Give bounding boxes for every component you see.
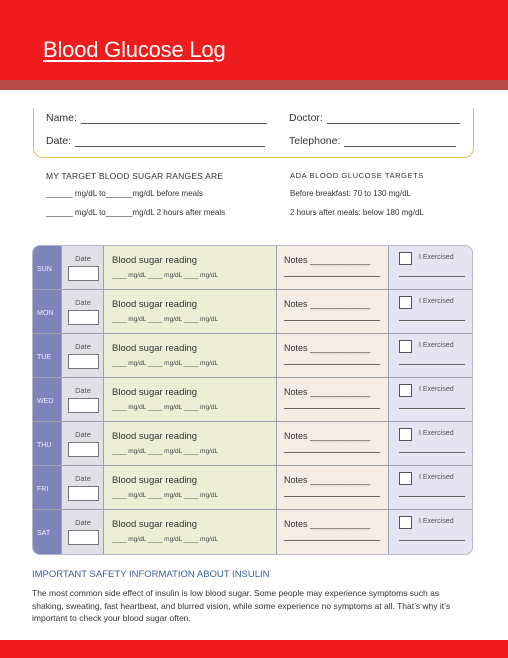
date-input-box[interactable] xyxy=(68,442,99,457)
page-title: Blood Glucose Log xyxy=(43,37,226,62)
exercise-cell xyxy=(388,246,473,289)
day-label: SUN xyxy=(37,266,52,273)
day-label: FRI xyxy=(37,486,49,493)
reading-label: Blood sugar reading xyxy=(112,475,198,486)
reading-label: Blood sugar reading xyxy=(112,299,198,310)
weekly-log-table xyxy=(32,245,473,555)
log-row-sun xyxy=(33,246,473,290)
day-cell xyxy=(33,378,61,421)
notes-line xyxy=(284,364,380,365)
name-field[interactable] xyxy=(46,112,267,124)
log-row-sat xyxy=(33,510,473,554)
day-cell xyxy=(33,422,61,465)
exercise-cell xyxy=(388,510,473,554)
exercised-label: I Exercised xyxy=(419,474,454,481)
reading-cell[interactable] xyxy=(103,378,276,421)
exercise-line xyxy=(399,452,465,453)
notes-line xyxy=(284,408,380,409)
exercised-label: I Exercised xyxy=(419,430,454,437)
reading-cell[interactable] xyxy=(103,334,276,377)
exercise-line xyxy=(399,496,465,497)
notes-cell[interactable] xyxy=(276,422,388,465)
date-input-box[interactable] xyxy=(68,530,99,545)
reading-units: ____ mg/dL ____ mg/dL ____ mg/dL xyxy=(112,360,219,367)
target-line1-mid: mg/dL to xyxy=(74,189,106,198)
date-cell xyxy=(61,510,103,554)
notes-cell[interactable] xyxy=(276,246,388,289)
day-cell xyxy=(33,334,61,377)
notes-label: Notes ____________ xyxy=(284,299,371,309)
doctor-field[interactable] xyxy=(289,112,460,124)
notes-label: Notes ____________ xyxy=(284,519,371,529)
reading-units: ____ mg/dL ____ mg/dL ____ mg/dL xyxy=(112,536,219,543)
date-label: Date xyxy=(75,430,91,439)
date-cell xyxy=(61,290,103,333)
reading-units: ____ mg/dL ____ mg/dL ____ mg/dL xyxy=(112,316,219,323)
reading-cell[interactable] xyxy=(103,290,276,333)
reading-label: Blood sugar reading xyxy=(112,431,198,442)
name-label: Name: xyxy=(46,112,77,124)
header-stripe xyxy=(0,80,508,90)
doctor-line xyxy=(327,123,460,124)
exercised-label: I Exercised xyxy=(419,342,454,349)
log-row-mon xyxy=(33,290,473,334)
notes-line xyxy=(284,452,380,453)
date-label: Date xyxy=(75,386,91,395)
log-row-thu xyxy=(33,422,473,466)
day-cell xyxy=(33,246,61,289)
log-row-tue xyxy=(33,334,473,378)
notes-label: Notes ____________ xyxy=(284,343,371,353)
day-cell xyxy=(33,290,61,333)
date-input-box[interactable] xyxy=(68,486,99,501)
day-cell xyxy=(33,510,61,554)
reading-cell[interactable] xyxy=(103,246,276,289)
telephone-line xyxy=(344,146,456,147)
reading-units: ____ mg/dL ____ mg/dL ____ mg/dL xyxy=(112,404,219,411)
date-input-box[interactable] xyxy=(68,310,99,325)
exercised-checkbox[interactable] xyxy=(399,340,412,353)
exercised-checkbox[interactable] xyxy=(399,472,412,485)
date-field[interactable] xyxy=(46,135,265,147)
reading-units: ____ mg/dL ____ mg/dL ____ mg/dL xyxy=(112,272,219,279)
log-row-fri xyxy=(33,466,473,510)
telephone-field[interactable] xyxy=(289,135,456,147)
telephone-label: Telephone: xyxy=(289,135,341,147)
notes-line xyxy=(284,320,380,321)
notes-cell[interactable] xyxy=(276,510,388,554)
date-input-box[interactable] xyxy=(68,398,99,413)
ada-after-meals: 2 hours after meals: below 180 mg/dL xyxy=(290,208,424,217)
log-row-wed xyxy=(33,378,473,422)
exercise-cell xyxy=(388,290,473,333)
date-line xyxy=(75,146,265,147)
exercise-line xyxy=(399,540,465,541)
notes-label: Notes ____________ xyxy=(284,387,371,397)
day-label: THU xyxy=(37,442,52,449)
exercise-cell xyxy=(388,466,473,509)
target-line-after-meals[interactable]: ______ mg/dL to______mg/dL 2 hours after meals xyxy=(46,208,226,217)
target-ranges-heading: MY TARGET BLOOD SUGAR RANGES ARE xyxy=(46,171,224,181)
date-cell xyxy=(61,422,103,465)
exercised-checkbox[interactable] xyxy=(399,252,412,265)
exercised-label: I Exercised xyxy=(419,298,454,305)
exercised-checkbox[interactable] xyxy=(399,516,412,529)
notes-label: Notes ____________ xyxy=(284,475,371,485)
reading-label: Blood sugar reading xyxy=(112,343,198,354)
notes-cell[interactable] xyxy=(276,378,388,421)
date-cell xyxy=(61,466,103,509)
footer-band xyxy=(0,640,508,658)
notes-label: Notes ____________ xyxy=(284,431,371,441)
target-line2-mid: mg/dL to xyxy=(74,208,106,217)
reading-cell[interactable] xyxy=(103,510,276,554)
safety-heading: IMPORTANT SAFETY INFORMATION ABOUT INSULIN xyxy=(32,569,270,580)
date-input-box[interactable] xyxy=(68,266,99,281)
exercise-cell xyxy=(388,422,473,465)
safety-text: The most common side effect of insulin is low blood sugar. Some people may experience symptoms such as shaking, sweating, fast heartbeat, and blurred vision, while some experience no symptoms at all. That’s why it’s important to check your blood sugar often. xyxy=(32,588,451,623)
ada-targets-heading: ADA BLOOD GLUCOSE TARGETS xyxy=(290,171,424,180)
notes-label: Notes ____________ xyxy=(284,255,371,265)
notes-line xyxy=(284,276,380,277)
day-cell xyxy=(33,466,61,509)
exercised-checkbox[interactable] xyxy=(399,296,412,309)
date-label: Date xyxy=(75,298,91,307)
day-label: TUE xyxy=(37,354,51,361)
day-label: WED xyxy=(37,398,54,405)
exercised-label: I Exercised xyxy=(419,518,454,525)
exercised-checkbox[interactable] xyxy=(399,384,412,397)
reading-cell[interactable] xyxy=(103,422,276,465)
target-line1-end: mg/dL before meals xyxy=(132,189,203,198)
notes-line xyxy=(284,540,380,541)
exercise-cell xyxy=(388,378,473,421)
name-line xyxy=(81,123,267,124)
doctor-label: Doctor: xyxy=(289,112,323,124)
exercise-line xyxy=(399,408,465,409)
date-label: Date: xyxy=(46,135,72,147)
reading-cell[interactable] xyxy=(103,466,276,509)
exercised-label: I Exercised xyxy=(419,254,454,261)
notes-cell[interactable] xyxy=(276,466,388,509)
date-label: Date xyxy=(75,342,91,351)
reading-label: Blood sugar reading xyxy=(112,387,198,398)
ada-before-breakfast: Before breakfast: 70 to 130 mg/dL xyxy=(290,189,411,198)
reading-label: Blood sugar reading xyxy=(112,519,198,530)
notes-cell[interactable] xyxy=(276,334,388,377)
reading-units: ____ mg/dL ____ mg/dL ____ mg/dL xyxy=(112,448,219,455)
exercise-line xyxy=(399,320,465,321)
notes-cell[interactable] xyxy=(276,290,388,333)
day-label: SAT xyxy=(37,530,51,537)
reading-units: ____ mg/dL ____ mg/dL ____ mg/dL xyxy=(112,492,219,499)
notes-line xyxy=(284,496,380,497)
exercise-line xyxy=(399,276,465,277)
date-cell xyxy=(61,378,103,421)
exercised-label: I Exercised xyxy=(419,386,454,393)
day-label: MON xyxy=(37,310,54,317)
date-label: Date xyxy=(75,518,91,527)
date-cell xyxy=(61,246,103,289)
target-line2-end: mg/dL 2 hours after meals xyxy=(132,208,226,217)
target-line-before-meals[interactable]: ______ mg/dL to______mg/dL before meals xyxy=(46,189,203,198)
reading-label: Blood sugar reading xyxy=(112,255,198,266)
date-label: Date xyxy=(75,474,91,483)
date-cell xyxy=(61,334,103,377)
date-label: Date xyxy=(75,254,91,263)
exercised-checkbox[interactable] xyxy=(399,428,412,441)
exercise-line xyxy=(399,364,465,365)
date-input-box[interactable] xyxy=(68,354,99,369)
exercise-cell xyxy=(388,334,473,377)
